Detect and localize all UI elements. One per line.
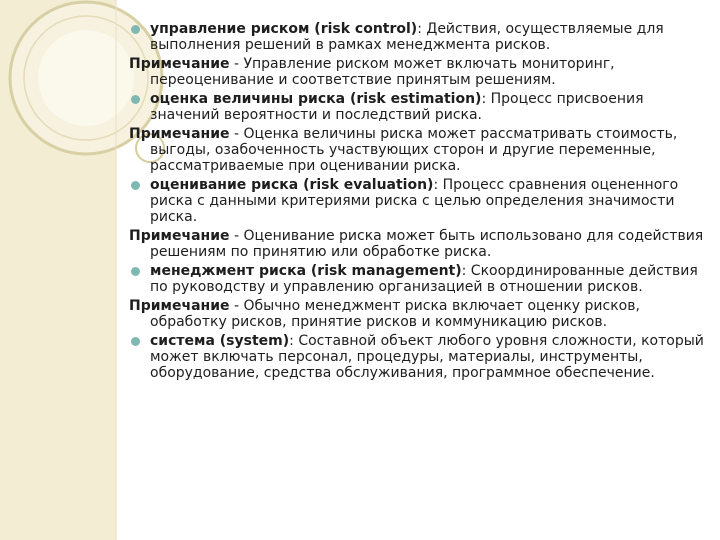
term: оценивание риска (risk evaluation) [150,176,434,193]
note-label: Примечание [129,125,230,142]
definition-text: : Процесс сравнения оцененного риска с данными критериями риска с целью определения значимости риска. [150,176,679,226]
term: управление риском (risk control) [150,21,418,37]
definition-text: : Скоординированные действия по руководству и управлению организацией в отношении рисков. [150,262,698,296]
definition-text: : Процесс присвоения значений вероятности и последствий риска. [150,90,644,124]
bullet-icon [131,95,140,104]
definition-entry [129,333,704,382]
note-entry [129,228,704,260]
definition-text: : Действия, осуществляемые для выполнения решений в рамках менеджмента рисков. [150,21,664,54]
term: оценка величины риска (risk estimation) [150,90,482,107]
definition-entry [129,177,704,226]
term: менеджмент риска (risk management) [150,262,462,279]
definition-text: : Составной объект любого уровня сложности, который может включать персонал, процедуры, материалы, инструменты, оборудование, средства обслуживания, программное обеспечение. [150,332,704,382]
note-label: Примечание [129,55,230,72]
note-label: Примечание [129,227,230,244]
note-text: - Управление риском может включать мониторинг, переоценивание и соответствие принятым решениям. [150,55,615,89]
note-text: - Оценка величины риска может рассматривать стоимость, выгоды, озабоченность участвующих сторон и другие переменные, рассматриваемые при оценивании риска. [150,125,678,175]
inner-disc-decoration [38,30,134,126]
term: система (system) [150,332,290,349]
definition-entry [129,21,704,53]
note-label: Примечание [129,297,230,314]
bullet-icon [131,337,140,346]
note-entry [129,126,704,175]
definition-entry [129,263,704,295]
note-entry [129,298,704,330]
note-entry [129,56,704,88]
note-text: - Оценивание риска может быть использовано для содействия решениям по принятию или обработке риска. [150,227,704,261]
note-text: - Обычно менеджмент риска включает оценку рисков, обработку рисков, принятие рисков и коммуникацию рисков. [150,297,640,330]
definitions-list [129,21,704,384]
definition-entry [129,91,704,123]
bullet-icon [131,267,140,276]
bullet-icon [131,25,140,34]
bullet-icon [131,181,140,190]
